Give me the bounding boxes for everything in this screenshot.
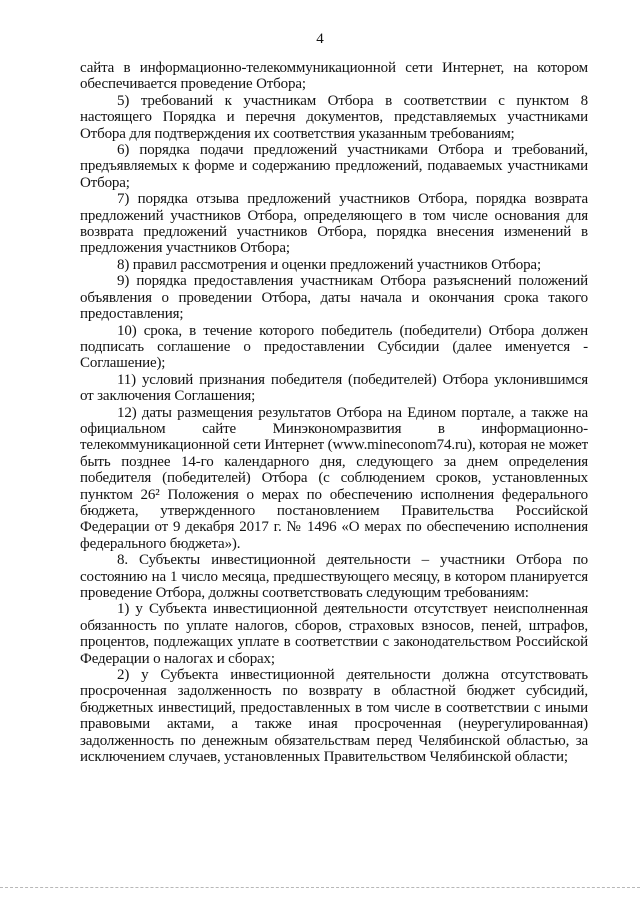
paragraph-section-8: 8. Субъекты инвестиционной деятельности – участники Отбора по состоянию на 1 число месяца, предшествующего месяцу, в котором планируется проведение Отбора, должны соответствовать следующим требованиям: [80, 552, 588, 601]
paragraph-item-8: 8) правил рассмотрения и оценки предложений участников Отбора; [117, 256, 541, 273]
page-bottom-rule [0, 887, 640, 888]
paragraph-item-5: 5) требований к участникам Отбора в соответствии с пунктом 8 настоящего Порядка и перечня документов, представляемых участниками Отбора для подтверждения их соответствия указанным требованиям; [80, 92, 588, 142]
paragraph-requirement-1: 1) у Субъекта инвестиционной деятельности отсутствует неисполненная обязанность по уплате налогов, сборов, страховых взносов, пеней, штрафов, процентов, подлежащих уплате в соответствии с законодательством Российской Федерации о налогах и сборах; [80, 601, 588, 667]
paragraph-item-11: 11) условий признания победителя (победителей) Отбора уклонившимся от заключения Соглашения; [80, 371, 588, 405]
paragraph-item-10: 10) срока, в течение которого победитель (победители) Отбора должен подписать соглашение о предоставлении Субсидии (далее именуется - Соглашение); [80, 322, 588, 372]
paragraph-item-9: 9) порядка предоставления участникам Отбора разъяснений положений объявления о проведении Отбора, даты начала и окончания срока такого предоставления; [80, 273, 588, 323]
document-body [80, 60, 588, 765]
paragraph-item-7: 7) порядка отзыва предложений участников Отбора, порядка возврата предложений участников Отбора, определяющего в том числе основания для возврата предложений участников Отбора, порядка внесения изменений в предложения участников Отбора; [80, 191, 588, 257]
page-number: 4 [316, 31, 324, 47]
paragraph-item-12: 12) даты размещения результатов Отбора на Едином портале, а также на официальном сайте Минэкономразвития в информационно-телекоммуникационной сети Интернет (www.mineconom74.ru), которая не может быть позднее 14-го календарного дня, следующего за днем определения победителя (победителей) Отбора (с соблюдением сроков, установленных пунктом 26² Положения о мерах по обеспечению исполнения федерального бюджета, утвержденного постановлением Правительства Российской Федерации от 9 декабря 2017 г. № 1496 «О мерах по обеспечению исполнения федерального бюджета»). [80, 404, 588, 552]
paragraph-continuation: сайта в информационно-телекоммуникационной сети Интернет, на котором обеспечивается проведение Отбора; [80, 60, 588, 93]
paragraph-item-6: 6) порядка подачи предложений участниками Отбора и требований, предъявляемых к форме и содержанию предложений, подаваемых участниками Отбора; [80, 142, 588, 191]
paragraph-requirement-2: 2) у Субъекта инвестиционной деятельности должна отсутствовать просроченная задолженность по возврату в областной бюджет субсидий, бюджетных инвестиций, предоставленных в том числе в соответствии с иными правовыми актами, а также иная просроченная (неурегулированная) задолженность по денежным обязательствам перед Челябинской областью, за исключением случаев, установленных Правительством Челябинской области; [80, 667, 588, 766]
